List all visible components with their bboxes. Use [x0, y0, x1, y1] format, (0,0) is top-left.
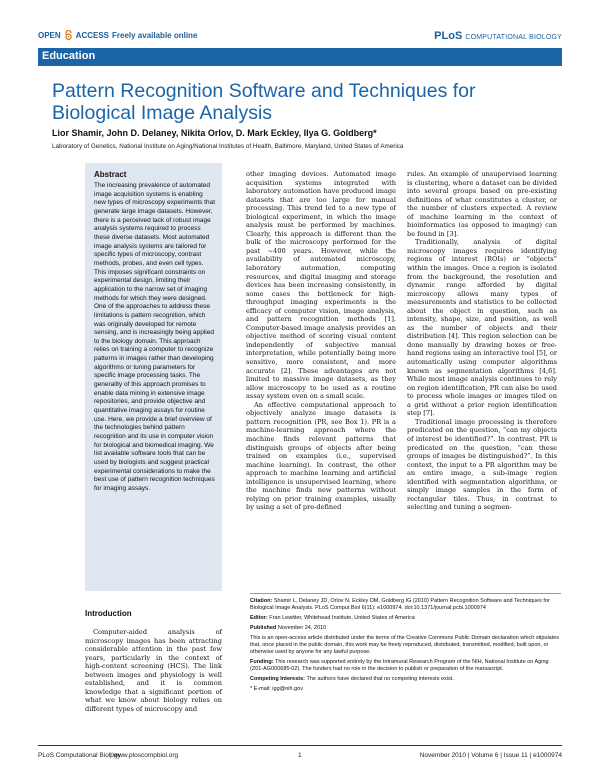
page-number: 1 [298, 752, 302, 759]
footer-url[interactable]: | www.ploscompbiol.org [110, 752, 179, 759]
footer-divider [38, 745, 562, 746]
paragraph: rules. An example of unsupervised learning is clustering, where a dataset can be divided into several groups based on pre-existing definitions of what constitutes a cluster, or the number of clusters expected. A review of machine learning in the context of bioinformatics (as opposed to imaging) can be found in [3]. [407, 170, 557, 238]
paragraph: Traditionally, analysis of digital microscopy images requires identifying regions of interest (ROIs) or “objects” within the images. Once a region is isolated from the background, the resolution and dynamic range afforded by digital microscopy allows many types of measurements and statistics to be collected about the object in question, such as intensity, shape, size, and position, as well as the number of objects and their distribution [4]. This region selection can be done manually by drawing boxes or free-hand regions using an interactive tool [5], or automatically using computer algorithms known as segmentation algorithms [4,6]. While most image analysis continues to rely on region identification, PR can also be used to process whole images or images tiled on a grid without a prior region identification step [7]. [407, 238, 558, 418]
journal-logo [434, 30, 562, 42]
body-column-3 [407, 170, 557, 512]
abstract-heading: Abstract [94, 170, 127, 179]
editor: Editor: Fran Lewitter, Whitehead Institute, United States of America [250, 615, 415, 621]
open-access-label-b: ACCESS [75, 30, 110, 40]
paragraph: An effective computational approach to objectively analyze image datasets is pattern recognition (PR, see Box 1). PR is a machine-learning approach where the machine finds relevant patterns that distinguish groups of objects after being trained on examples (i.e., supervised machine learning). In contrast, the other approach to machine learning and artificial intelligence is unsupervised learning, where the machine finds new patterns without relying on prior training examples, usually by using a set of pre-defined [246, 400, 396, 512]
competing-interests: Competing Interests: The authors have declared that no competing interests exist. [250, 676, 454, 682]
section-label: Education [42, 50, 96, 62]
abstract-text: The increasing prevalence of automated image acquisition systems is enabling new types of microscopy experiments that generate large image datasets. However, there is a perceived lack of robust image analysis systems required to process these diverse datasets. Most automated image analysis systems are tailored for specific types of microscopy, contrast methods, probes, and even cell types. This imposes significant constraints on experimental design, limiting their application to the narrow set of imaging methods for which they were designed. One of the approaches to address these limitations is pattern recognition, which was originally developed for remote sensing, and is increasingly being applied to the biology domain. This approach relies on training a computer to recognize patterns in images rather than developing algorithms or tuning parameters for specific image processing tasks. The generality of this approach promises to enable data mining in extensive image repositories, and provide objective and quantitative imaging assays for routine use. Here, we provide a brief overview of the technologies behind pattern recognition and its use in computer vision for biological and biomedical imaging. We list available software tools that can be used by biologists and suggest practical experimental considerations to make the best use of pattern recognition techniques for imaging assays. [94, 182, 216, 492]
article-title: Pattern Recognition Software and Techniques for Biological Image Analysis [52, 80, 476, 124]
corresponding-email[interactable]: * E-mail: igg@nih.gov [250, 686, 303, 692]
journal-brand: PLoS [434, 30, 463, 42]
paragraph: Traditional image processing is therefore predicated on the question, “can my objects of interest be identified?”. In contrast, PR is predicated on the question, “can these groups of images be distinguished?”. In this context, the input to a PR algorithm may be an entire image, a sub-image region identified with segmentation algorithms, or simply image samples in the form of rectangular tiles. Thus, in contrast to selecting and tuning a segmen- [407, 417, 557, 512]
page-header [38, 30, 562, 46]
footer-journal: PLoS Computational Biology [38, 752, 121, 759]
metadata-divider [250, 593, 561, 594]
author-list: Lior Shamir, John D. Delaney, Nikita Orlov, D. Mark Eckley, Ilya G. Goldberg* [52, 128, 377, 138]
introduction-text: Computer-aided analysis of microscopy images has been attracting considerable attention in the past few years, particularly in the context of high-content screening (HCS). The link between images and physiology is well established, and it is common knowledge that a significant portion of what we know about biology relies on different types of microscopy and [85, 628, 222, 713]
footer-issue: November 2010 | Volume 6 | Issue 11 | e1000974 [419, 752, 562, 759]
section-bar [38, 48, 562, 66]
journal-name: COMPUTATIONAL BIOLOGY [465, 34, 562, 41]
open-access-badge [38, 30, 197, 40]
free-available-label: Freely available online [112, 30, 198, 40]
citation: Citation: Shamir L, Delaney JD, Orlov N, Eckley DM, Goldberg IG (2010) Pattern Recognition Software and Techniques for Biological Image Analysis. PLoS Comput Biol 6(11): e1000974. doi:10.1371/journal.pcbi.1000974 [250, 598, 550, 611]
article-metadata [250, 598, 561, 696]
open-access-label-a: OPEN [38, 30, 61, 40]
affiliation: Laboratory of Genetics, National Institute on Aging/National Institutes of Health, Baltimore, Maryland, United States of America [52, 143, 404, 150]
published: Published November 24, 2010 [250, 625, 327, 631]
open-lock-icon [64, 30, 73, 40]
license: This is an open-access article distributed under the terms of the Creative Commons Public Domain declaration which stipulates that, once placed in the public domain, this work may be freely reproduced, distributed, transmitted, modified, built upon, or otherwise used by anyone for any lawful purpose. [250, 635, 560, 655]
funding: Funding: This research was supported entirely by the Intramural Research Program of the NIH, National Institute on Aging (Z01-AG000685-02). The funders had no role in the decision to publish or preparation of the manuscript. [250, 659, 549, 672]
paragraph: other imaging devices. Automated image acquisition systems integrated with laboratory automation have produced image datasets that are too large for manual processing. This trend led to a new type of biological experiment, in which the image analysis must be performed by machines. Clearly, this approach is different than the bulk of the microscopy performed for the past ~400 years. However, while the availability of automated microscopy, laboratory automation, computing resources, and digital imaging and storage devices has been increasing consistently, in some cases the bottleneck for high-throughput imaging experiments is the efficacy of computer vision, image analysis, and pattern recognition methods [1]. Computer-based image analysis provides an objective method of scoring visual content independently of subjective manual interpretation, while potentially being more sensitive, more consistent, and more accurate [2]. These advantages are not limited to massive image datasets, as they allow microscopy to be used as a routine assay system even on a small scale. [246, 170, 396, 401]
body-column-2 [246, 170, 396, 512]
introduction-heading: Introduction [85, 609, 132, 618]
